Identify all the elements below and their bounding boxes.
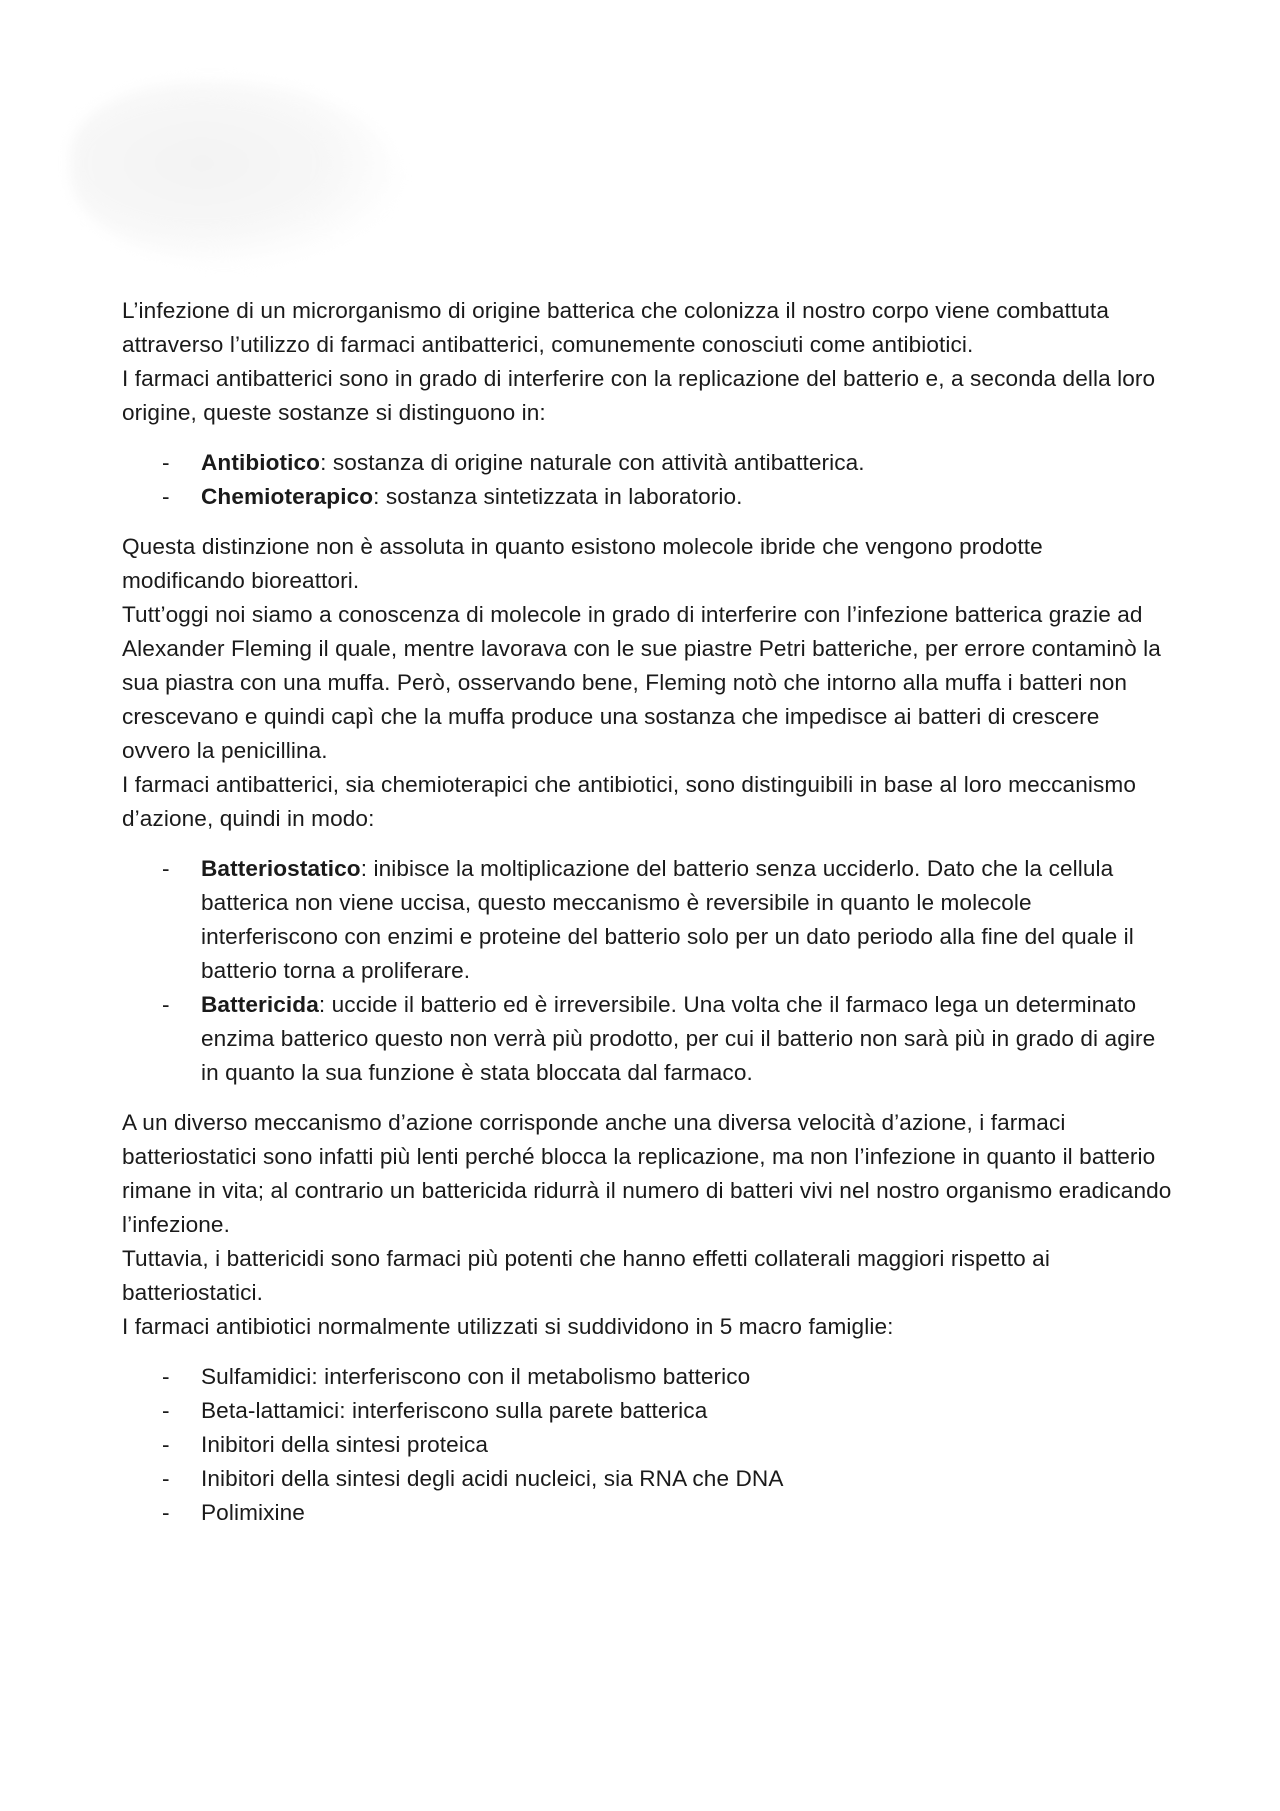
list-item (122, 1394, 1172, 1428)
bullet-dash: - (162, 856, 170, 881)
bullet-dash: - (162, 450, 170, 475)
bullet-dash: - (162, 1432, 170, 1457)
list-item (122, 1428, 1172, 1462)
mechanism-list (122, 852, 1172, 1090)
list-item (122, 852, 1172, 988)
family-text: Sulfamidici: interferiscono con il metabolismo batterico (201, 1364, 751, 1389)
intro-paragraph-2: I farmaci antibatterici sono in grado di interferire con la replicazione del batterio e, a seconda della loro origine, queste sostanze si distinguono in: (122, 366, 1156, 425)
section2-paragraph-2: Tutt’oggi noi siamo a conoscenza di molecole in grado di interferire con l’infezione batterica grazie ad Alexander Fleming il quale, mentre lavorava con le sue piastre Petri batteriche, per errore contaminò la sua piastra con una muffa. Però, osservando bene, Fleming notò che intorno alla muffa i batteri non crescevano e quindi capì che la muffa produce una sostanza che impedisce ai batteri di crescere ovvero la penicillina. (122, 602, 1161, 763)
definition-text: : sostanza sintetizzata in laboratorio. (373, 484, 743, 509)
list-item (122, 988, 1172, 1090)
section3-paragraph-3: I farmaci antibiotici normalmente utilizzati si suddividono in 5 macro famiglie: (122, 1314, 894, 1339)
bullet-dash: - (162, 1466, 170, 1491)
term-batteriostatico: Batteriostatico (201, 856, 361, 881)
bullet-dash: - (162, 1398, 170, 1423)
origin-list (122, 446, 1172, 514)
section2-paragraph-3: I farmaci antibatterici, sia chemioterapici che antibiotici, sono distinguibili in base al loro meccanismo d’azione, quindi in modo: (122, 772, 1136, 831)
bullet-dash: - (162, 992, 170, 1017)
bullet-dash: - (162, 484, 170, 509)
section2-paragraph-1: Questa distinzione non è assoluta in quanto esistono molecole ibride che vengono prodotte modificando bioreattori. (122, 534, 1043, 593)
term-chemioterapico: Chemioterapico (201, 484, 374, 509)
antibiotic-families-list (122, 1360, 1172, 1530)
term-battericida: Battericida (201, 992, 319, 1017)
definition-text: : uccide il batterio ed è irreversibile. Una volta che il farmaco lega un determinato enzima batterico questo non verrà più prodotto, per cui il batterio non sarà più in grado di agire in quanto la sua funzione è stata bloccata dal farmaco. (201, 992, 1156, 1085)
list-item (122, 446, 1172, 480)
definition-text: : sostanza di origine naturale con attività antibatterica. (320, 450, 865, 475)
family-text: Polimixine (201, 1500, 305, 1525)
section3-paragraph-2: Tuttavia, i battericidi sono farmaci più potenti che hanno effetti collaterali maggiori rispetto ai batteriostatici. (122, 1246, 1050, 1305)
list-item (122, 1496, 1172, 1530)
family-text: Beta-lattamici: interferiscono sulla parete batterica (201, 1398, 708, 1423)
bullet-dash: - (162, 1364, 170, 1389)
document-body (122, 294, 1172, 1546)
intro-paragraph-1: L’infezione di un microrganismo di origine batterica che colonizza il nostro corpo viene combattuta attraverso l’utilizzo di farmaci antibatterici, comunemente conosciuti come antibiotici. (122, 298, 1109, 357)
family-text: Inibitori della sintesi proteica (201, 1432, 489, 1457)
section3-paragraph-1: A un diverso meccanismo d’azione corrisponde anche una diversa velocità d’azione, i farmaci batteriostatici sono infatti più lenti perché blocca la replicazione, ma non l’infezione in quanto il batterio rimane in vita; al contrario un battericida ridurrà il numero di batteri vivi nel nostro organismo eradicando l’infezione. (122, 1110, 1172, 1237)
list-item (122, 1462, 1172, 1496)
bullet-dash: - (162, 1500, 170, 1525)
list-item (122, 480, 1172, 514)
family-text: Inibitori della sintesi degli acidi nucleici, sia RNA che DNA (201, 1466, 784, 1491)
term-antibiotico: Antibiotico (201, 450, 321, 475)
definition-text: : inibisce la moltiplicazione del batterio senza ucciderlo. Dato che la cellula batterica non viene uccisa, questo meccanismo è reversibile in quanto le molecole interferiscono con enzimi e proteine del batterio solo per un dato periodo alla fine del quale il batterio torna a proliferare. (201, 856, 1134, 983)
redacted-header-smudge (70, 80, 400, 265)
list-item (122, 1360, 1172, 1394)
